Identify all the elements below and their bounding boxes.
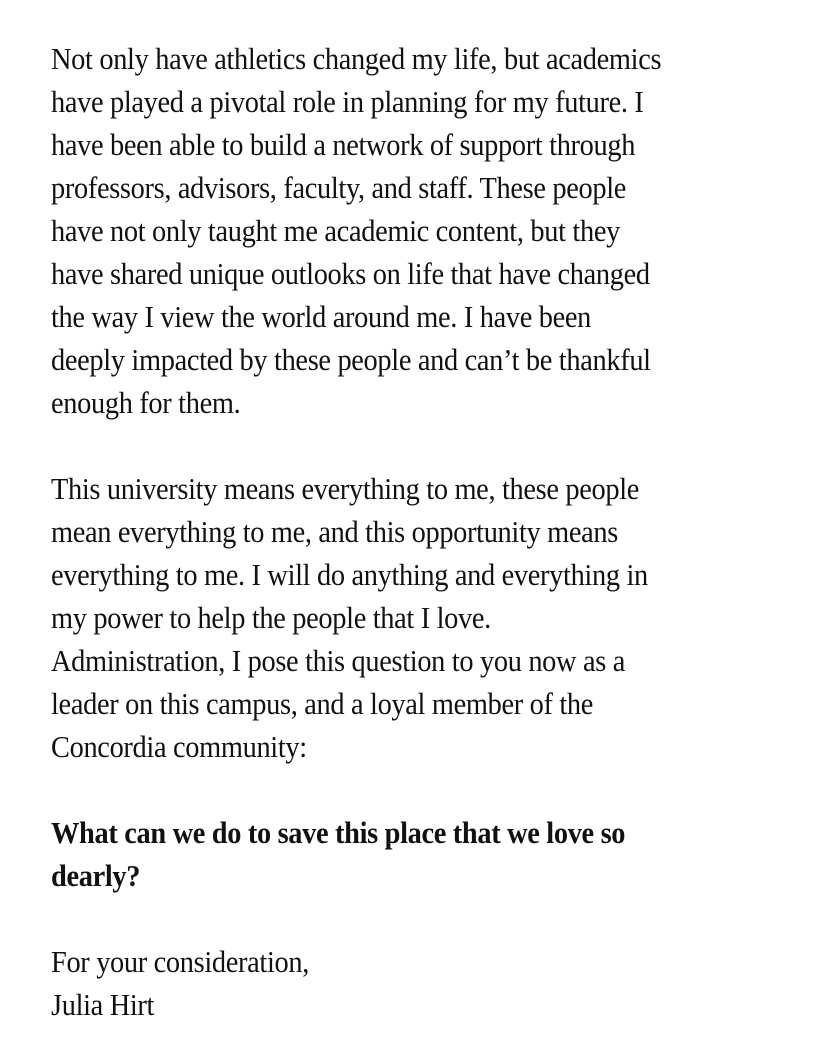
text-line: leader on this campus, and a loyal member of the <box>51 687 594 721</box>
text-line: dearly? <box>51 859 141 893</box>
signature-block <box>51 941 811 1027</box>
text-line: enough for them. <box>51 386 241 420</box>
closing-line: For your consideration, <box>51 945 310 979</box>
paragraph-spacer <box>51 425 811 468</box>
signature-name: Julia Hirt <box>51 988 155 1022</box>
text-line: have been able to build a network of support through <box>51 128 636 162</box>
text-line: have played a pivotal role in planning for my future. I <box>51 85 644 119</box>
text-line: Administration, I pose this question to you now as a <box>51 644 625 678</box>
text-line: What can we do to save this place that we love so <box>51 816 626 850</box>
text-line: Not only have athletics changed my life, but academics <box>51 42 662 76</box>
question-heading <box>51 812 811 898</box>
text-line: mean everything to me, and this opportunity means <box>51 515 618 549</box>
paragraph-spacer <box>51 769 811 812</box>
text-line: This university means everything to me, these people <box>51 472 640 506</box>
text-line: Concordia community: <box>51 730 307 764</box>
text-line: the way I view the world around me. I have been <box>51 300 591 334</box>
paragraph-spacer <box>51 898 811 941</box>
text-line: my power to help the people that I love. <box>51 601 491 635</box>
text-line: have not only taught me academic content, but they <box>51 214 620 248</box>
text-line: have shared unique outlooks on life that have changed <box>51 257 650 291</box>
paragraph-university <box>51 468 811 769</box>
text-line: professors, advisors, faculty, and staff. These people <box>51 171 627 205</box>
text-line: everything to me. I will do anything and everything in <box>51 558 648 592</box>
paragraph-academics <box>51 38 811 425</box>
letter-document <box>51 38 811 1027</box>
text-line: deeply impacted by these people and can’t be thankful <box>51 343 651 377</box>
